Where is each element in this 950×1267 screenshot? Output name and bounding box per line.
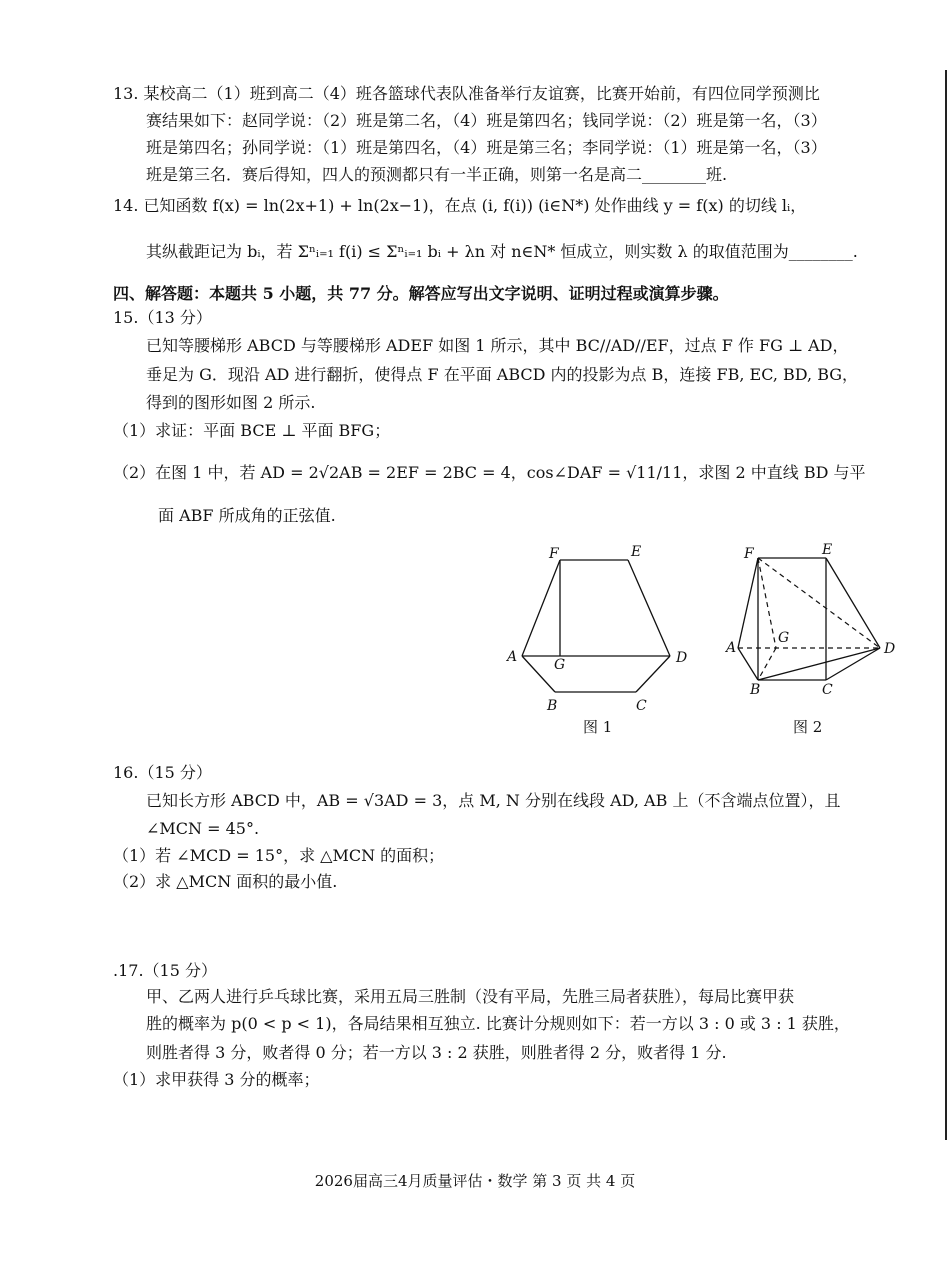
q14-line-1: 14. 已知函数 f(x) = ln(2x+1) + ln(2x−1)，在点 (i, f(i)) (i∈N*) 处作曲线 y = f(x) 的切线 lᵢ， (113, 196, 807, 215)
q13-line-3: 班是第四名；孙同学说：（1）班是第四名，（4）班是第三名；李同学说：（1）班是第一名，（3） (146, 138, 827, 157)
figure-1-caption: 图 1 (583, 718, 613, 736)
fig1-label-d: D (676, 650, 688, 666)
q13-line-1: 13. 某校高二（1）班到高二（4）班各篮球代表队准备举行友谊赛，比赛开始前，有四位同学预测比 (113, 84, 820, 103)
q13-line-2: 赛结果如下：赵同学说：（2）班是第二名，（4）班是第四名；钱同学说：（2）班是第一名，（3） (146, 111, 827, 130)
q16-line-2: ∠MCN = 45°. (146, 819, 260, 838)
fig2-label-e: E (822, 542, 833, 558)
fig2-label-c: C (822, 682, 833, 698)
q16-part-1: （1）若 ∠MCD = 15°，求 △MCN 的面积； (113, 846, 445, 865)
q17-part-1: （1）求甲获得 3 分的概率； (113, 1070, 320, 1089)
fig2-label-b: B (750, 682, 761, 698)
fig1-label-f: F (549, 546, 559, 562)
q16-line-1: 已知长方形 ABCD 中，AB = √3AD = 3，点 M, N 分别在线段 AD, AB 上（不含端点位置），且 (146, 791, 841, 810)
fig2-edge-fa (738, 558, 758, 648)
q16-part-2: （2）求 △MCN 面积的最小值. (113, 872, 338, 891)
figure-2-drawing (720, 538, 900, 703)
q15-part-2-line-1: （2）在图 1 中，若 AD = 2√2AB = 2EF = 2BC = 4，cos∠DAF = √11/11，求图 2 中直线 BD 与平 (113, 463, 866, 482)
fig2-label-g: G (778, 630, 790, 646)
page-footer: 2026届高三4月质量评估・数学 第 3 页 共 4 页 (314, 1172, 636, 1190)
q15-part-2-line-2: 面 ABF 所成角的正弦值. (158, 506, 336, 525)
figure-2 (720, 538, 900, 703)
section-4-heading: 四、解答题：本题共 5 小题，共 77 分。解答应写出文字说明、证明过程或演算步骤。 (113, 284, 729, 303)
q15-line-1: 已知等腰梯形 ABCD 与等腰梯形 ADEF 如图 1 所示，其中 BC//AD//EF，过点 F 作 FG ⊥ AD， (146, 336, 849, 355)
page-edge-line (945, 70, 947, 1140)
fig1-label-e: E (631, 544, 642, 560)
fig1-label-g: G (554, 657, 566, 673)
q17-line-1: 甲、乙两人进行乒乓球比赛，采用五局三胜制（没有平局，先胜三局者获胜），每局比赛甲获 (146, 987, 795, 1006)
q16-heading: 16.（15 分） (113, 763, 212, 782)
fig2-edge-cd (826, 648, 880, 680)
figure-1 (500, 540, 700, 715)
figure-1-drawing (500, 540, 700, 715)
fig2-label-f: F (744, 546, 754, 562)
fig2-edge-bd (758, 648, 880, 680)
fig2-edge-ab (738, 648, 758, 680)
fig2-label-d: D (884, 641, 896, 657)
fig1-edge-cd (636, 656, 670, 692)
fig1-edge-fa (522, 560, 560, 656)
fig1-edge-ab (522, 656, 555, 692)
q15-part-1: （1）求证：平面 BCE ⊥ 平面 BFG； (113, 421, 391, 440)
q17-line-2: 胜的概率为 p(0 < p < 1)，各局结果相互独立. 比赛计分规则如下：若一方以 3 : 0 或 3 : 1 获胜， (146, 1014, 850, 1033)
q15-heading: 15.（13 分） (113, 308, 212, 327)
fig1-label-b: B (547, 698, 558, 714)
fig2-edge-fd-hidden (758, 558, 880, 648)
fig2-edge-fg-hidden (758, 558, 776, 648)
q15-line-2: 垂足为 G．现沿 AD 进行翻折，使得点 F 在平面 ABCD 内的投影为点 B，连接 FB, EC, BD, BG， (146, 365, 859, 384)
fig2-edge-ed (826, 558, 880, 648)
fig1-edge-ed (628, 560, 670, 656)
q13-line-4: 班是第三名．赛后得知，四人的预测都只有一半正确，则第一名是高二________班. (146, 165, 728, 184)
fig1-label-a: A (507, 649, 518, 665)
q17-heading: .17.（15 分） (113, 961, 217, 980)
figure-2-caption: 图 2 (793, 718, 823, 736)
fig2-edge-gb-hidden (758, 648, 776, 680)
q15-line-3: 得到的图形如图 2 所示. (146, 393, 316, 412)
q17-line-3: 则胜者得 3 分，败者得 0 分；若一方以 3 : 2 获胜，则胜者得 2 分，败者得 1 分. (146, 1043, 727, 1062)
q14-line-2: 其纵截距记为 bᵢ，若 Σⁿᵢ₌₁ f(i) ≤ Σⁿᵢ₌₁ bᵢ + λn 对 n∈N* 恒成立，则实数 λ 的取值范围为________. (146, 242, 858, 261)
fig2-label-a: A (726, 640, 737, 656)
fig1-label-c: C (636, 698, 647, 714)
